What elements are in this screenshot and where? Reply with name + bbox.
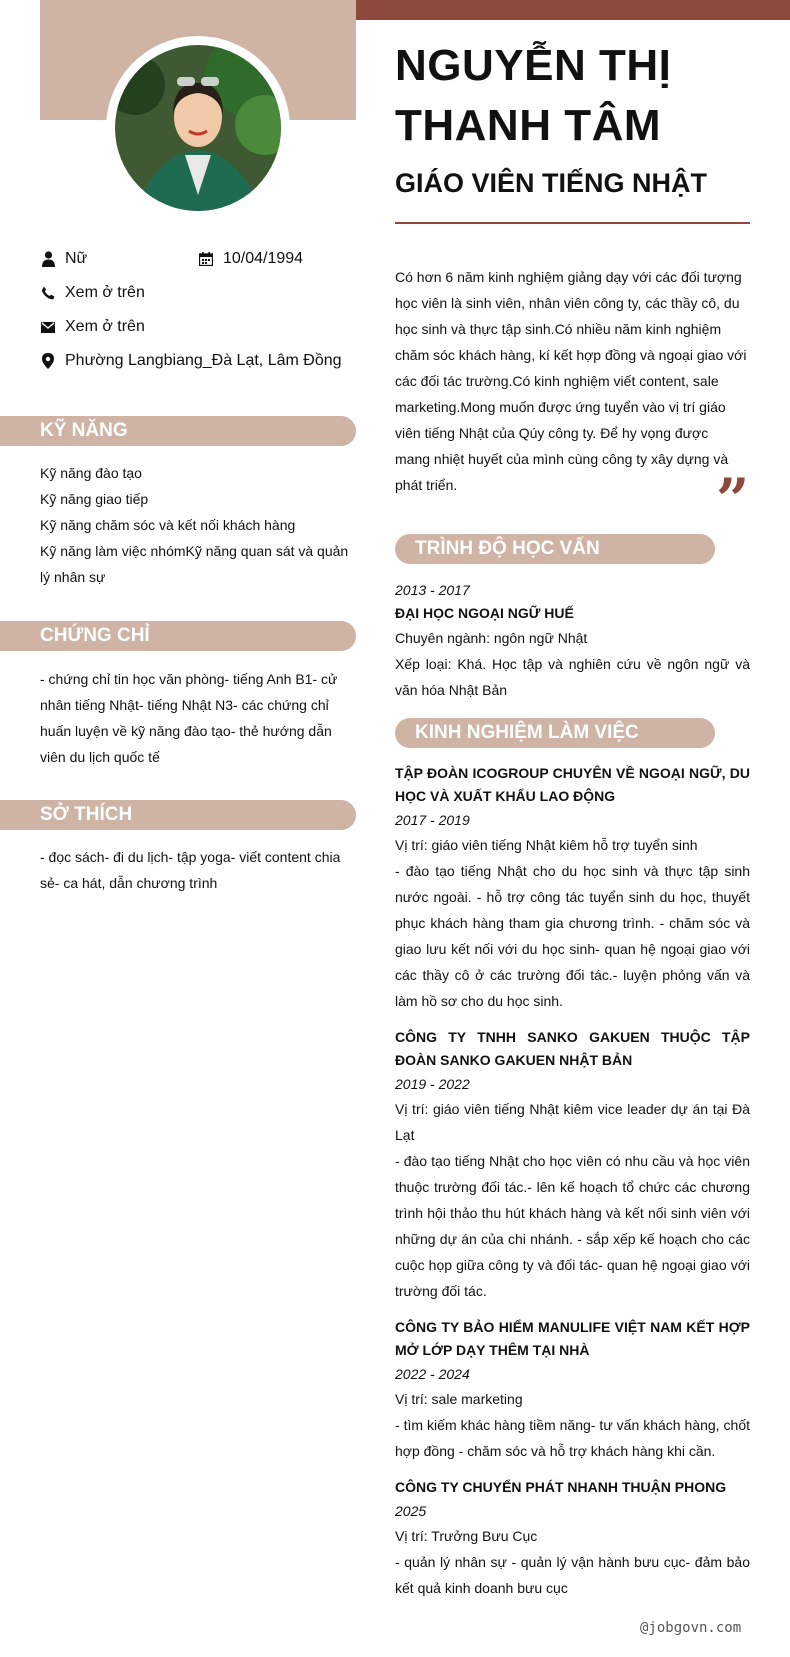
experience-company: CÔNG TY BẢO HIỂM MANULIFE VIỆT NAM KẾT HỢP MỞ LỚP DẠY THÊM TẠI NHÀ [395, 1319, 750, 1358]
experience-details: - quản lý nhân sự - quản lý vận hành bưu cục- đảm bảo kết quả kinh doanh bưu cục [395, 1554, 750, 1596]
phone-value: Xem ở trên [65, 284, 145, 301]
location-icon [40, 353, 56, 369]
experience-position: Vị trí: Trưởng Bưu Cục [395, 1528, 538, 1544]
title-divider [395, 222, 750, 224]
education-grade: Xếp loại: Khá. Học tập và nghiên cứu về ngôn ngữ và văn hóa Nhật Bản [395, 656, 750, 698]
experience-item [395, 762, 750, 1014]
education-school: ĐẠI HỌC NGOẠI NGỮ HUẾ [395, 605, 574, 621]
address-value: Phường Langbiang_Đà Lạt, Lâm Đồng [65, 352, 342, 369]
hobbies-text: - đọc sách- đi du lịch- tập yoga- viết content chia sẻ- ca hát, dẫn chương trình [40, 849, 341, 891]
experience-item [395, 1316, 750, 1464]
mail-icon [40, 319, 56, 335]
experience-heading: KINH NGHIỆM LÀM VIỆC [395, 718, 715, 748]
experience-details: - đào tạo tiếng Nhật cho học viên có nhu cầu và học viên thuộc trường đối tác.- lên kế hoạch tổ chức các chương trình hội thảo thu hút khách hàng và kết nối sinh viên với những dự án của chi nhánh. - sắp xếp kế hoạch cho các cuộc họp giữa công ty và đối tác- quan hệ ngoại giao với trường đối tác. [395, 1153, 750, 1299]
certificates-text: - chứng chỉ tin học văn phòng- tiếng Anh B1- cử nhân tiếng Nhật- tiếng Nhật N3- các chứng chỉ huấn luyện về kỹ năng đào tạo- thẻ hướng dẫn viên du lịch quốc tế [40, 671, 338, 765]
career-summary: Có hơn 6 năm kinh nghiệm giảng dạy với các đối tượng học viên là sinh viên, nhân viên công ty, các thầy cô, du học sinh và thực tập sinh.Có nhiều năm kinh nghiệm chăm sóc khách hàng, kí kết hợp đồng và ngoại giao với các đối tác trường.Có kinh nghiệm viết content, sale marketing.Mong muốn được ứng tuyển vào vị trí giáo viên tiếng Nhật của Qúy công ty. Để hy vọng được mang nhiệt huyết của mình cùng công ty xây dựng và phát triển. [395, 269, 747, 493]
experience-company: CÔNG TY TNHH SANKO GAKUEN THUỘC TẬP ĐOÀN SANKO GAKUEN NHẬT BẢN [395, 1029, 750, 1068]
email-value: Xem ở trên [65, 318, 145, 335]
experience-company: TẬP ĐOÀN ICOGROUP CHUYÊN VỀ NGOẠI NGỮ, DU HỌC VÀ XUẤT KHẨU LAO ĐỘNG [395, 765, 750, 804]
experience-company: CÔNG TY CHUYỂN PHÁT NHANH THUẬN PHONG [395, 1479, 727, 1495]
address-row [40, 352, 342, 370]
experience-item [395, 1026, 750, 1304]
name-line-2: THANH TÂM [395, 101, 662, 150]
phone-row [40, 284, 145, 302]
education-entry [395, 578, 750, 703]
experience-details: - đào tạo tiếng Nhật cho du học sinh và thực tập sinh nước ngoài. - hỗ trợ công tác tuyển sinh du học, thuyết phục khách hàng tham gia chương trình. - chăm sóc và giao lưu kết nối với du học sinh- quan hệ ngoại giao với các thầy cô ở các trường đối tác.- luyện phỏng vấn và làm hồ sơ cho du học sinh. [395, 863, 750, 1009]
experience-details: - tìm kiếm khác hàng tiềm năng- tư vấn khách hàng, chốt hợp đồng - chăm sóc và hỗ trợ khách hàng khi cần. [395, 1417, 750, 1459]
email-row [40, 318, 145, 336]
education-heading: TRÌNH ĐỘ HỌC VẤN [395, 534, 715, 564]
experience-position: Vị trí: giáo viên tiếng Nhật kiêm vice leader dự án tại Đà Lạt [395, 1101, 750, 1143]
birthday-value: 10/04/1994 [223, 250, 304, 267]
certificates-heading: CHỨNG CHỈ [0, 621, 356, 651]
birthday-row [198, 250, 303, 268]
skills-heading: KỸ NĂNG [0, 416, 356, 446]
hobbies-heading: SỞ THÍCH [0, 800, 356, 830]
phone-icon [40, 285, 56, 301]
experience-period: 2019 - 2022 [395, 1076, 470, 1092]
gender-value: Nữ [65, 250, 88, 267]
skill-item: Kỹ năng làm việc nhómKỹ năng quan sát và quản lý nhân sự [40, 543, 349, 585]
job-title: GIÁO VIÊN TIẾNG NHẬT [395, 168, 708, 198]
experience-position: Vị trí: giáo viên tiếng Nhật kiêm hỗ trợ tuyển sinh [395, 837, 698, 853]
experience-period: 2022 - 2024 [395, 1366, 470, 1382]
calendar-icon [198, 251, 214, 267]
candidate-name [395, 36, 775, 156]
quote-mark-icon: ” [716, 466, 750, 534]
skill-item: Kỹ năng đào tạo [40, 465, 142, 481]
experience-period: 2025 [395, 1503, 427, 1519]
experience-position: Vị trí: sale marketing [395, 1391, 523, 1407]
footer-watermark: @jobgovn.com [640, 1620, 742, 1636]
skill-item: Kỹ năng chăm sóc và kết nối khách hàng [40, 517, 296, 533]
name-line-1: NGUYỄN THỊ [395, 41, 672, 90]
gender-row [40, 250, 87, 268]
avatar [115, 45, 281, 211]
top-accent-bar [356, 0, 790, 20]
experience-list [395, 762, 750, 1613]
experience-period: 2017 - 2019 [395, 812, 470, 828]
education-major: Chuyên ngành: ngôn ngữ Nhật [395, 630, 588, 646]
person-icon [40, 251, 56, 267]
skill-item: Kỹ năng giao tiếp [40, 491, 149, 507]
skills-list [40, 460, 356, 590]
education-period: 2013 - 2017 [395, 582, 470, 598]
experience-item [395, 1476, 750, 1601]
